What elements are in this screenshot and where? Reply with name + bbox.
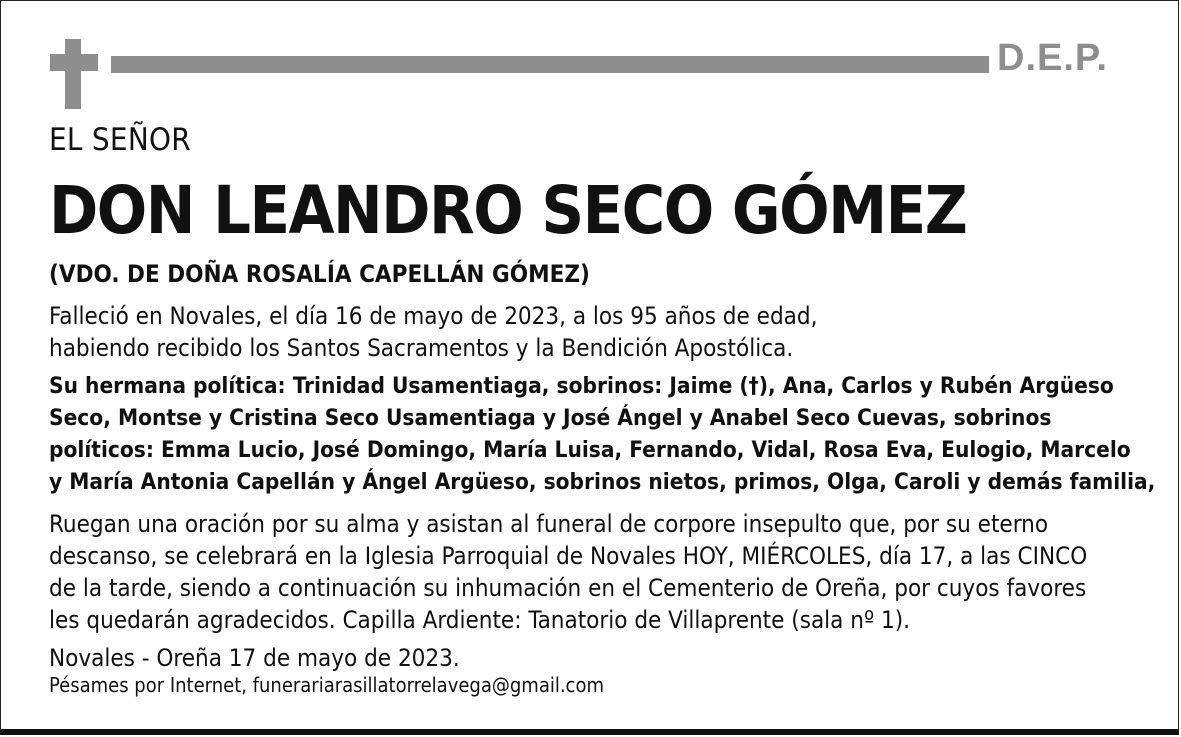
widower-of: (VDO. DE DOÑA ROSALÍA CAPELLÁN GÓMEZ) — [49, 260, 590, 288]
family-list — [49, 370, 1155, 498]
funeral-line: les quedarán agradecidos. Capilla Ardiente: Tanatorio de Villaprente (sala nº 1). — [49, 606, 910, 634]
condolences-contact: Pésames por Internet, funerariarasillatorrelavega@gmail.com — [49, 673, 604, 697]
family-line: Su hermana política: Trinidad Usamentiaga, sobrinos: Jaime (†), Ana, Carlos y Rubén Argüeso — [49, 373, 1114, 399]
deceased-name: DON LEANDRO SECO GÓMEZ — [49, 172, 967, 249]
dep-label: D.E.P. — [997, 37, 1108, 79]
family-line: Seco, Montse y Cristina Seco Usamentiaga y José Ángel y Anabel Seco Cuevas, sobrinos — [49, 405, 1052, 431]
family-line: y María Antonia Capellán y Ángel Argüeso, sobrinos nietos, primos, Olga, Caroli y demás familia, — [49, 469, 1156, 495]
death-notice — [49, 300, 817, 364]
funeral-line: descanso, se celebrará en la Iglesia Parroquial de Novales HOY, MIÉRCOLES, día 17, a las CINCO — [49, 542, 1088, 570]
title-prefix: EL SEÑOR — [49, 122, 191, 158]
death-notice-line: Falleció en Novales, el día 16 de mayo de 2023, a los 95 años de edad, — [49, 302, 818, 330]
funeral-details — [49, 508, 1087, 636]
family-line: políticos: Emma Lucio, José Domingo, María Luisa, Fernando, Vidal, Rosa Eva, Eulogio, Marcelo — [49, 437, 1131, 463]
cross-icon — [50, 39, 98, 109]
header-rule — [111, 56, 989, 73]
funeral-line: de la tarde, siendo a continuación su inhumación en el Cementerio de Oreña, por cuyos favores — [49, 574, 1087, 602]
funeral-line: Ruegan una oración por su alma y asistan al funeral de corpore insepulto que, por su eterno — [49, 510, 1049, 538]
place-date: Novales - Oreña 17 de mayo de 2023. — [49, 644, 460, 672]
death-notice-line: habiendo recibido los Santos Sacramentos y la Bendición Apostólica. — [49, 334, 794, 362]
